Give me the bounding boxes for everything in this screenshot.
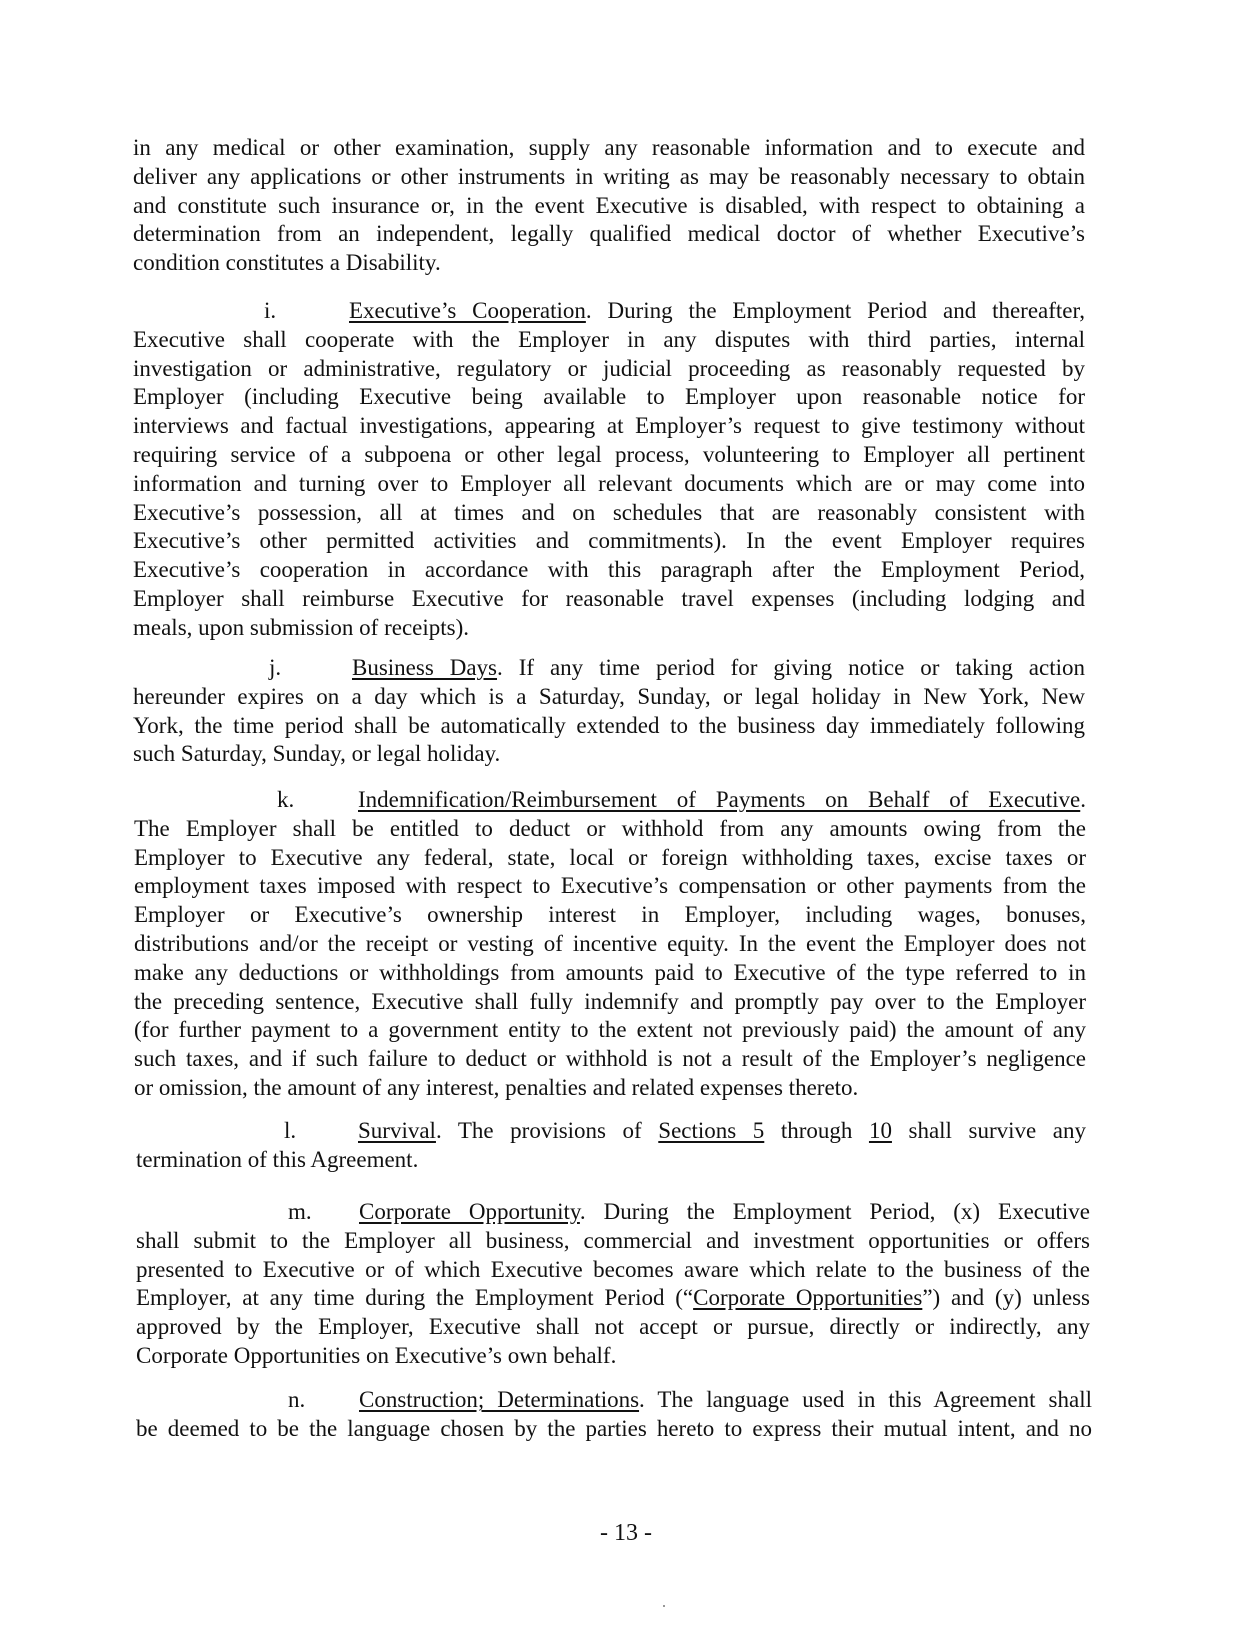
first-line bbox=[136, 1198, 1090, 1227]
section-text: . During the Employment Period and thereafter, bbox=[585, 298, 1085, 323]
text-line: termination of this Agreement. bbox=[136, 1146, 419, 1172]
section-text: through bbox=[764, 1118, 869, 1143]
text-line: Executive shall cooperate with the Employer in any disputes with third parties, internal bbox=[133, 326, 1085, 352]
paragraph-j bbox=[133, 654, 1085, 769]
text-line: make any deductions or withholdings from amounts paid to Executive of the type referred to in bbox=[134, 959, 1086, 985]
paragraph-h-continuation bbox=[133, 134, 1085, 278]
text-line: such Saturday, Sunday, or legal holiday. bbox=[133, 741, 501, 767]
section-heading: Business Days bbox=[352, 655, 498, 680]
section-heading: Corporate Opportunity bbox=[359, 1199, 580, 1224]
text-line: determination from an independent, legally qualified medical doctor of whether Executive’s bbox=[133, 221, 1085, 247]
text-line: hereunder expires on a day which is a Saturday, Sunday, or legal holiday in New York, New bbox=[133, 683, 1085, 709]
section-label: j. bbox=[269, 655, 282, 680]
section-label: k. bbox=[277, 787, 295, 812]
text-line: Employer (including Executive being available to Employer upon reasonable notice for bbox=[133, 384, 1085, 410]
text-line: York, the time period shall be automatically extended to the business day immediately following bbox=[133, 712, 1085, 738]
first-line bbox=[136, 1117, 1086, 1146]
text-segment: Employer, at any time during the Employment Period (“ bbox=[136, 1285, 694, 1311]
text-line: employment taxes imposed with respect to Executive’s compensation or other payments from the bbox=[134, 873, 1086, 899]
section-text: . The provisions of bbox=[435, 1118, 659, 1143]
section-text: . The language used in this Agreement shall bbox=[639, 1387, 1092, 1412]
section-text: . If any time period for giving notice or taking action bbox=[497, 655, 1086, 680]
section-heading: Executive’s Cooperation bbox=[349, 298, 586, 323]
section-heading: Indemnification/Reimbursement of Payments on Behalf of Executive bbox=[358, 787, 1081, 812]
section-heading: Survival bbox=[358, 1118, 436, 1143]
text-line: interviews and factual investigations, appearing at Employer’s request to give testimony without bbox=[133, 413, 1085, 439]
section-text: . bbox=[1080, 787, 1086, 812]
text-line: Executive’s cooperation in accordance with this paragraph after the Employment Period, bbox=[133, 557, 1085, 583]
section-text: . During the Employment Period, (x) Executive bbox=[579, 1199, 1090, 1224]
section-reference: 10 bbox=[868, 1118, 892, 1143]
page-number: - 13 - bbox=[600, 1520, 652, 1546]
text-line: such taxes, and if such failure to deduct or withhold is not a result of the Employer’s negligence bbox=[134, 1046, 1086, 1072]
section-label: m. bbox=[288, 1199, 312, 1224]
text-line: shall submit to the Employer all business, commercial and investment opportunities or offers bbox=[136, 1227, 1090, 1253]
text-line: Executive’s possession, all at times and on schedules that are reasonably consistent with bbox=[133, 499, 1085, 525]
section-text: shall survive any bbox=[891, 1118, 1086, 1143]
first-line bbox=[133, 297, 1085, 326]
text-line: (for further payment to a government entity to the extent not previously paid) the amount of any bbox=[134, 1017, 1086, 1043]
text-line: condition constitutes a Disability. bbox=[133, 250, 441, 276]
section-label: i. bbox=[264, 298, 277, 323]
defined-term: Corporate Opportunities bbox=[693, 1285, 923, 1311]
text-line: and constitute such insurance or, in the event Executive is disabled, with respect to obtaining a bbox=[133, 192, 1085, 218]
section-reference: Sections 5 bbox=[658, 1118, 765, 1143]
paragraph-k bbox=[134, 786, 1086, 1103]
first-line bbox=[134, 786, 1086, 815]
section-label: l. bbox=[284, 1118, 297, 1143]
text-line: presented to Executive or of which Executive becomes aware which relate to the business of the bbox=[136, 1256, 1090, 1282]
text-line: Employer or Executive’s ownership interest in Employer, including wages, bonuses, bbox=[134, 902, 1086, 928]
text-line: deliver any applications or other instruments in writing as may be reasonably necessary to obtain bbox=[133, 163, 1085, 189]
paragraph-l bbox=[136, 1117, 1086, 1175]
text-line: investigation or administrative, regulatory or judicial proceeding as reasonably requested by bbox=[133, 355, 1085, 381]
text-line: Corporate Opportunities on Executive’s own behalf. bbox=[136, 1342, 617, 1368]
text-line: be deemed to be the language chosen by the parties hereto to express their mutual intent, and no bbox=[136, 1415, 1092, 1441]
text-line: requiring service of a subpoena or other legal process, volunteering to Employer all pertinent bbox=[133, 441, 1085, 467]
text-line: or omission, the amount of any interest, penalties and related expenses thereto. bbox=[134, 1074, 859, 1100]
text-line: distributions and/or the receipt or vesting of incentive equity. In the event the Employer does not bbox=[134, 930, 1086, 956]
section-label: n. bbox=[288, 1387, 306, 1412]
text-line: meals, upon submission of receipts). bbox=[133, 614, 470, 640]
section-heading: Construction; Determinations bbox=[359, 1387, 640, 1412]
text-line: Employer to Executive any federal, state, local or foreign withholding taxes, excise taxes or bbox=[134, 844, 1086, 870]
text-line: the preceding sentence, Executive shall fully indemnify and promptly pay over to the Employer bbox=[134, 988, 1086, 1014]
text-line: The Employer shall be entitled to deduct or withhold from any amounts owing from the bbox=[134, 815, 1086, 841]
text-line: approved by the Employer, Executive shall not accept or pursue, directly or indirectly, any bbox=[136, 1314, 1090, 1340]
text-line: in any medical or other examination, supply any reasonable information and to execute and bbox=[133, 135, 1085, 160]
scan-artifact bbox=[663, 1605, 665, 1607]
text-line: Employer shall reimburse Executive for reasonable travel expenses (including lodging and bbox=[133, 585, 1085, 611]
text-line: information and turning over to Employer all relevant documents which are or may come into bbox=[133, 470, 1085, 496]
paragraph-n bbox=[136, 1386, 1092, 1444]
text-segment: ”) and (y) unless bbox=[922, 1285, 1090, 1311]
text-line: Executive’s other permitted activities and commitments). In the event Employer requires bbox=[133, 528, 1085, 554]
paragraph-m bbox=[136, 1198, 1090, 1371]
paragraph-i bbox=[133, 297, 1085, 643]
text-line bbox=[136, 1284, 1090, 1313]
first-line bbox=[136, 1386, 1092, 1415]
first-line bbox=[133, 654, 1085, 683]
